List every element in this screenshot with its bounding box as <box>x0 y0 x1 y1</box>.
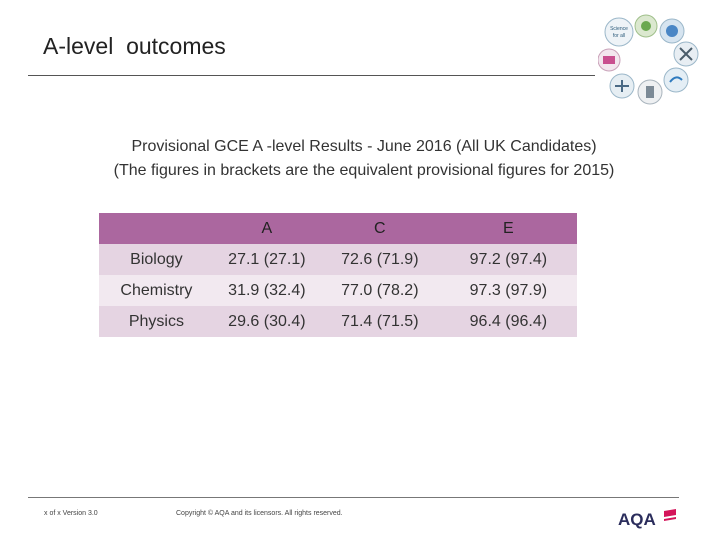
table-caption-line2: (The figures in brackets are the equivalent provisional figures for 2015) <box>113 162 615 179</box>
grade-a-cell: 27.1 (27.1) <box>214 244 320 275</box>
header-cell-grade-a: A <box>214 213 320 244</box>
table-header-row <box>99 213 577 244</box>
logo-segment-text <box>605 18 633 46</box>
footer-version: x of x Version 3.0 <box>44 510 98 517</box>
grade-c-cell: 77.0 (78.2) <box>320 275 440 306</box>
results-table <box>99 213 577 337</box>
grade-a-cell: 31.9 (32.4) <box>214 275 320 306</box>
grade-e-cell: 96.4 (96.4) <box>440 306 577 337</box>
table-caption-line1: Provisional GCE A -level Results - June 2016 (All UK Candidates) <box>131 138 597 155</box>
aqa-logo-text: AQA <box>618 510 656 529</box>
grade-e-cell: 97.2 (97.4) <box>440 244 577 275</box>
science-for-all-logo <box>598 14 702 106</box>
grade-c-cell: 72.6 (71.9) <box>320 244 440 275</box>
earth-icon <box>666 25 678 37</box>
grade-c-cell: 71.4 (71.5) <box>320 306 440 337</box>
subject-cell: Physics <box>99 306 214 337</box>
page-title: A-level outcomes <box>43 33 226 59</box>
grade-a-cell: 29.6 (30.4) <box>214 306 320 337</box>
aqa-logo-icon <box>663 509 677 524</box>
spectrum-icon <box>603 56 615 64</box>
frog-icon <box>641 21 651 31</box>
logo-text-line1: Science <box>610 26 628 32</box>
logo-segment-bird <box>664 68 688 92</box>
table-row <box>99 244 577 275</box>
footer-divider <box>28 497 679 498</box>
robot-icon <box>646 86 654 98</box>
subject-cell: Chemistry <box>99 275 214 306</box>
title-divider <box>28 75 595 76</box>
header-cell-grade-e: E <box>440 213 577 244</box>
table-row <box>99 306 577 337</box>
header-cell-grade-c: C <box>320 213 440 244</box>
logo-text-line2: for all <box>612 33 626 39</box>
header-cell-subject <box>99 213 214 244</box>
table-row <box>99 275 577 306</box>
grade-e-cell: 97.3 (97.9) <box>440 275 577 306</box>
footer-copyright: Copyright © AQA and its licensors. All rights reserved. <box>176 510 343 517</box>
subject-cell: Biology <box>99 244 214 275</box>
